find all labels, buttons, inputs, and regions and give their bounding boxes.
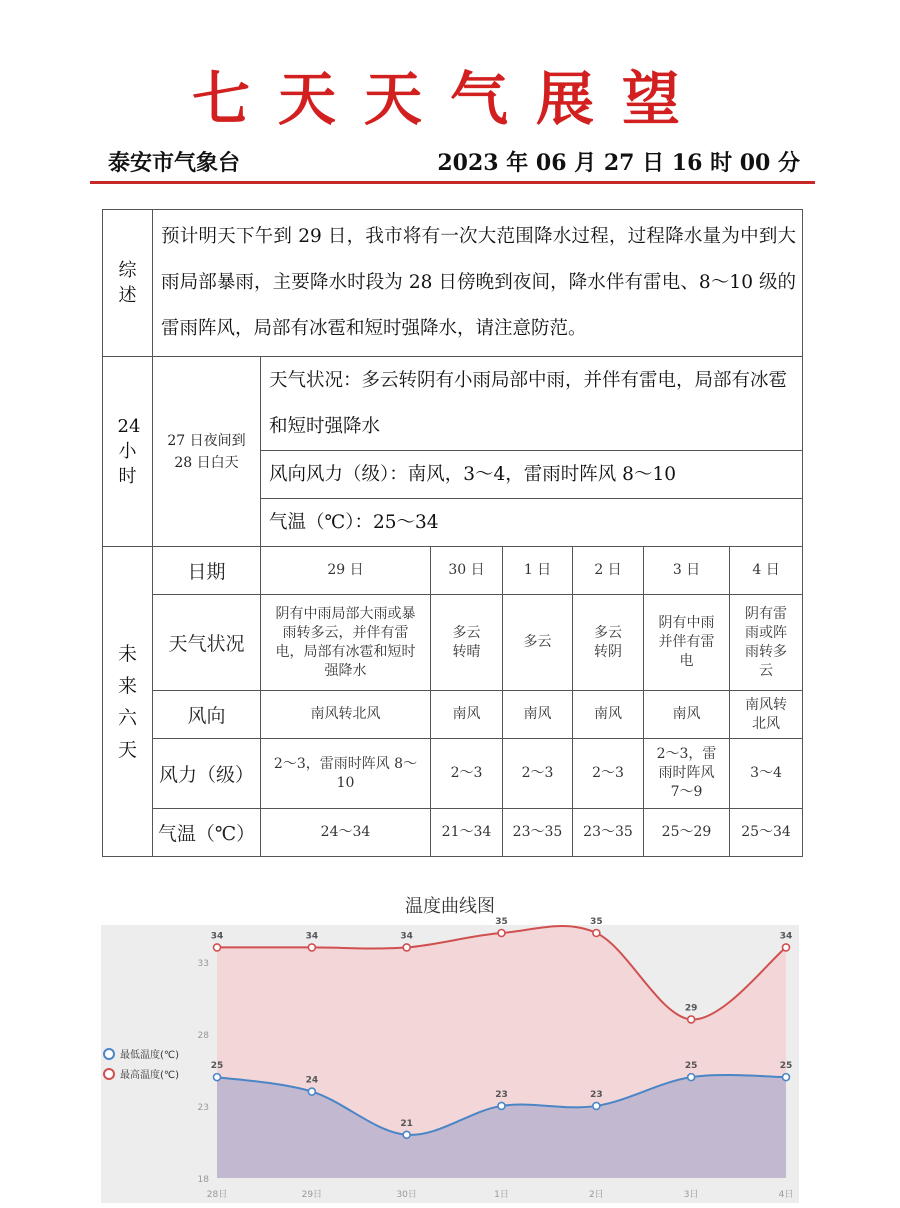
temperature-chart [101, 917, 799, 1203]
date-cell: 1 日 [503, 547, 573, 595]
wind-dir-cell: 南风 [644, 691, 730, 739]
h24-label [103, 357, 153, 547]
weather-text: 多云 [523, 634, 552, 650]
six-day-label [103, 547, 153, 857]
legend-marker [104, 1049, 114, 1059]
data-label: 35 [495, 917, 508, 927]
h24-period-text: 27 日夜间到28 日白天 [167, 432, 246, 471]
weather-text: 阴有雷雨或阵雨转多云 [745, 605, 788, 679]
wind-force-cell [644, 739, 730, 809]
data-label: 25 [210, 1061, 224, 1072]
y-tick-label: 18 [197, 1175, 209, 1185]
page-title: 七天天气展望 [191, 65, 708, 133]
date-cell: 30 日 [431, 547, 503, 595]
wind-dir-cell: 南风 [431, 691, 503, 739]
data-point [308, 944, 315, 951]
data-label: 34 [305, 931, 319, 942]
wind-dir-cell: 南风 [573, 691, 644, 739]
six-day-date-row [103, 547, 803, 595]
data-point [783, 1074, 790, 1081]
weather-cell [573, 595, 644, 691]
legend-label: 最高温度(℃) [120, 1070, 180, 1081]
y-tick-label: 28 [197, 1030, 209, 1041]
summary-label [103, 210, 153, 357]
six-day-wind-force-row [103, 739, 803, 809]
wind-dir-cell: 南风转北风 [261, 691, 431, 739]
data-point [593, 930, 600, 937]
summary-row [103, 210, 803, 357]
wind-force-text: 2～3，雷雨时阵风 7～9 [656, 746, 717, 800]
data-point [403, 1131, 410, 1138]
forecast-table [102, 209, 803, 857]
h24-weather-row [103, 357, 803, 451]
summary-text: 预计明天下午到 29 日，我市将有一次大范围降水过程，过程降水量为中到大雨局部暴雨，主要降水时段为 28 日傍晚到夜间，降水伴有雷电、8～10 级的雷雨阵风，局部有冰雹和短时强降水，请注意防范。 [153, 210, 803, 357]
row-label-wind-dir: 风向 [153, 691, 261, 739]
temp-cell: 21～34 [431, 809, 503, 857]
legend-label: 最低温度(℃) [120, 1050, 180, 1061]
data-label: 23 [495, 1089, 508, 1100]
date-cell: 4 日 [730, 547, 803, 595]
six-day-label-text: 未来六天 [117, 642, 137, 761]
wind-force-cell [261, 739, 431, 809]
wind-force-cell: 3～4 [730, 739, 803, 809]
row-label-date: 日期 [153, 547, 261, 595]
wind-dir-cell [730, 691, 803, 739]
row-label-weather: 天气状况 [153, 595, 261, 691]
weather-text: 阴有中雨局部大雨或暴雨转多云，并伴有雷电，局部有冰雹和短时强降水 [275, 605, 416, 679]
data-point [308, 1088, 315, 1095]
wind-dir-text: 南风转北风 [745, 696, 788, 732]
data-point [498, 1102, 505, 1109]
x-tick-label: 2日 [588, 1190, 604, 1200]
row-label-temp: 气温（℃） [153, 809, 261, 857]
data-label: 25 [779, 1061, 793, 1072]
data-label: 34 [400, 931, 413, 942]
chart-title: 温度曲线图 [405, 896, 495, 917]
date-cell: 29 日 [261, 547, 431, 595]
temp-cell: 23～35 [503, 809, 573, 857]
wind-force-cell: 2～3 [573, 739, 644, 809]
x-tick-label: 3日 [683, 1190, 699, 1200]
temp-cell: 25～34 [730, 809, 803, 857]
weather-cell [261, 595, 431, 691]
wind-force-text: 2～3，雷雨时阵风 8～10 [273, 755, 418, 791]
temp-cell: 23～35 [573, 809, 644, 857]
data-point [403, 944, 410, 951]
h24-period [153, 357, 261, 547]
h24-label-text: 24小时 [117, 416, 141, 487]
date-cell: 2 日 [573, 547, 644, 595]
data-point [593, 1102, 600, 1109]
six-day-weather-row [103, 595, 803, 691]
weather-text: 阴有中雨并伴有雷电 [658, 615, 715, 669]
data-point [688, 1074, 695, 1081]
h24-weather: 天气状况：多云转阴有小雨局部中雨，并伴有雷电，局部有冰雹和短时强降水 [261, 357, 803, 451]
wind-force-cell: 2～3 [503, 739, 573, 809]
data-label: 34 [210, 931, 224, 942]
x-tick-label: 28日 [206, 1190, 228, 1200]
data-label: 29 [684, 1003, 698, 1014]
y-tick-label: 33 [197, 958, 209, 969]
x-tick-label: 4日 [778, 1190, 794, 1200]
x-tick-label: 1日 [494, 1190, 509, 1200]
data-label: 24 [305, 1075, 319, 1086]
agency-name: 泰安市气象台 [108, 150, 241, 176]
h24-wind: 风向风力（级）：南风，3～4，雷雨时阵风 8～10 [261, 451, 803, 499]
x-tick-label: 30日 [396, 1190, 417, 1200]
h24-temp: 气温（℃）：25～34 [261, 499, 803, 547]
y-tick-label: 23 [197, 1102, 209, 1113]
data-label: 25 [684, 1061, 698, 1072]
data-label: 34 [779, 931, 793, 942]
weather-text: 多云转晴 [452, 624, 481, 660]
data-label: 21 [400, 1118, 413, 1129]
x-tick-label: 29日 [301, 1190, 323, 1200]
issue-time: 2023 年 06 月 27 日 16 时 00 分 [437, 150, 800, 176]
data-point [214, 1074, 221, 1081]
date-cell: 3 日 [644, 547, 730, 595]
data-label: 35 [590, 917, 603, 927]
six-day-temp-row [103, 809, 803, 857]
summary-label-text: 综述 [118, 260, 137, 306]
row-label-wind-force: 风力（级） [153, 739, 261, 809]
legend-marker [104, 1069, 114, 1079]
weather-cell [431, 595, 503, 691]
data-point [783, 944, 790, 951]
weather-text: 多云转阴 [594, 624, 622, 660]
wind-force-cell: 2～3 [431, 739, 503, 809]
six-day-wind-dir-row [103, 691, 803, 739]
data-point [688, 1016, 695, 1023]
weather-cell [644, 595, 730, 691]
temp-cell: 25～29 [644, 809, 730, 857]
data-label: 23 [590, 1089, 603, 1100]
data-point [214, 944, 221, 951]
weather-cell [730, 595, 803, 691]
data-point [498, 930, 505, 937]
weather-cell [503, 595, 573, 691]
header-divider [90, 181, 815, 184]
temp-cell: 24～34 [261, 809, 431, 857]
wind-dir-cell: 南风 [503, 691, 573, 739]
